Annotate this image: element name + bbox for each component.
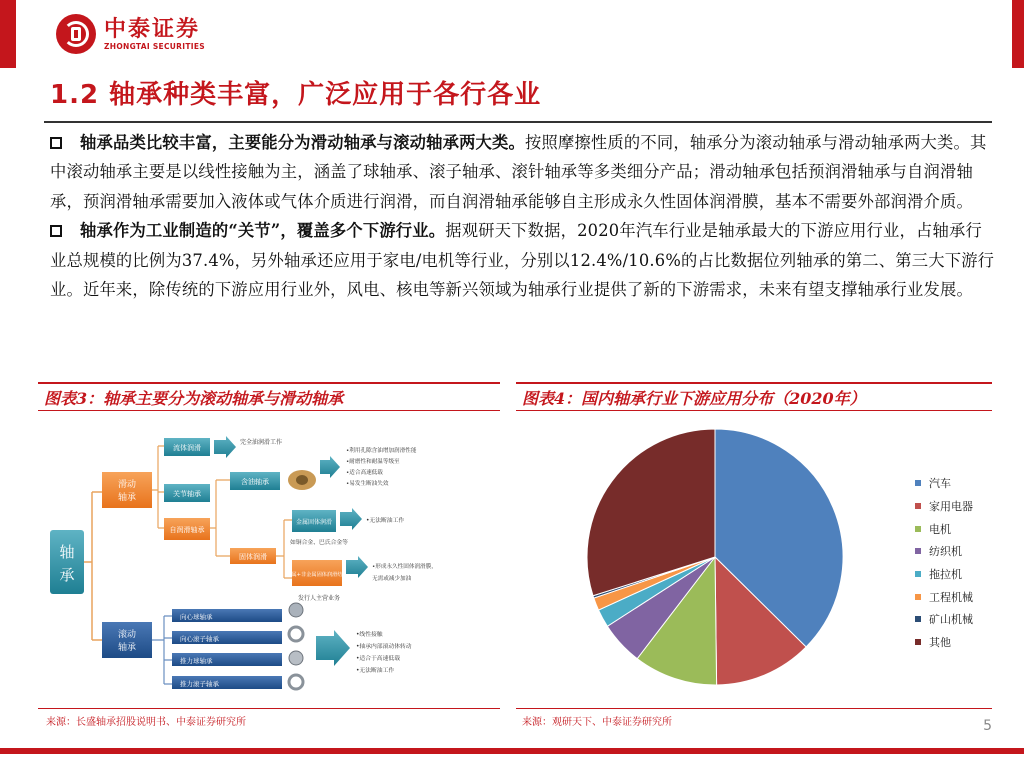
figure3-title: 图表3：轴承主要分为滚动轴承与滑动轴承: [44, 389, 344, 408]
paragraph-2: [50, 216, 995, 304]
legend-item: [915, 540, 973, 563]
rolling-item-1-label: 向心球轴承: [180, 613, 213, 621]
rolling-note-1: •线性接触: [356, 632, 383, 638]
rolling-bracket: [152, 616, 172, 684]
roller-bearing-image: [289, 627, 303, 641]
legend-label: 工程机械: [929, 590, 973, 604]
metal-arrow-icon: [340, 508, 362, 530]
legend-swatch: [915, 480, 921, 486]
figure3-source-rule: [38, 708, 500, 709]
self-lub-label: 自润滑轴承: [169, 526, 205, 534]
root-node: [50, 530, 84, 594]
page-title: 1.2 轴承种类丰富，广泛应用于各行各业: [50, 80, 542, 110]
company-logo: [56, 14, 205, 54]
body-text: [50, 128, 995, 304]
root-label-1: 轴: [59, 543, 75, 561]
header-right-accent: [1012, 0, 1024, 68]
figure4-top-rule: [516, 382, 992, 384]
downstream-pie-chart: [584, 426, 846, 688]
legend-swatch: [915, 571, 921, 577]
logo-en-text: ZHONGTAI SECURITIES: [104, 41, 205, 51]
metal-sub-note: 如铜合金、巴氏合金等: [290, 540, 348, 546]
root-label-2: 承: [59, 566, 75, 584]
legend-item: [915, 631, 973, 654]
bullet-square-icon: [50, 225, 62, 237]
paragraph-2-text: 据观研天下数据，2020年汽车行业是轴承最大的下游应用行业，占轴承行业总规模的比例为37.4%，另外轴承还应用于家电/电机等行业，分别以12.4%/10.6%的占比数据位列轴承的第二、第三大下游行业。近年来，除传统的下游应用行业外，风电、核电等新兴领域为轴承行业提供了新的下游需求，未来有望支撑轴承行业发展。: [50, 221, 995, 300]
legend-item: [915, 517, 973, 540]
rolling-label-1: 滚动: [117, 630, 137, 640]
sliding-label-2: 轴承: [117, 493, 137, 503]
thrust-ball-image: [289, 651, 303, 665]
figure4-source: 来源：观研天下、中泰证券研究所: [522, 717, 672, 728]
legend-swatch: [915, 548, 921, 554]
legend-swatch: [915, 526, 921, 532]
legend-swatch: [915, 503, 921, 509]
sliding-bracket: [152, 446, 164, 528]
fluid-label: 流体润滑: [173, 444, 201, 452]
bearing-classification-diagram: [40, 420, 480, 702]
paragraph-1-lead: 轴承品类比较丰富，主要能分为滑动轴承与滚动轴承两大类。: [80, 133, 525, 152]
figure4-bottom-rule: [516, 410, 992, 411]
metal-note: •无法断油工作: [366, 518, 405, 524]
bullet-square-icon: [50, 137, 62, 149]
figure3-top-rule: [38, 382, 500, 384]
solid-bracket: [276, 520, 292, 578]
oil-note-1: •利用孔隙含油增加润滑性能: [346, 448, 417, 454]
rolling-note-3: •适合于高速低载: [356, 656, 400, 662]
oil-note-2: •耐磨性和耐温等级至: [346, 459, 400, 465]
header-left-accent: [0, 0, 16, 68]
legend-label: 家用电器: [929, 500, 973, 514]
issuer-note: 发行人主营业务: [298, 595, 341, 602]
legend-label: 矿山机械: [929, 613, 973, 627]
legend-swatch: [915, 594, 921, 600]
combo-arrow-icon: [346, 556, 368, 578]
pie-legend: [915, 472, 973, 654]
legend-item: [915, 563, 973, 586]
legend-swatch: [915, 639, 921, 645]
footer-bar: [0, 748, 1024, 754]
fluid-arrow-icon: [214, 436, 236, 458]
legend-item: [915, 585, 973, 608]
oil-note-3: •适合高速低载: [346, 470, 383, 476]
rolling-item-2-label: 向心滚子轴承: [180, 635, 219, 643]
rolling-item-3-label: 推力球轴承: [180, 657, 213, 665]
paragraph-2-lead: 轴承作为工业制造的“关节”，覆盖多个下游行业。: [80, 221, 446, 241]
rolling-label-2: 轴承: [117, 643, 137, 653]
legend-item: [915, 495, 973, 518]
legend-label: 汽车: [929, 477, 951, 491]
legend-label: 拖拉机: [929, 568, 962, 582]
rolling-arrow-icon: [316, 630, 350, 666]
page-number: 5: [983, 718, 992, 734]
combo-note-1: •形成永久性固体润滑膜，: [372, 564, 437, 570]
legend-label: 电机: [929, 522, 951, 536]
metal-solid-label: 金属固体润滑: [295, 519, 333, 526]
paragraph-1-text: 按照摩擦性质的不同，轴承分为滚动轴承与滑动轴承两大类。其中滚动轴承主要是以线性接触为主，涵盖了球轴承、滚子轴承、滚针轴承等多类细分产品；滑动轴承包括预润滑轴承与自润滑轴承，预润滑轴承需要加入液体或气体介质进行润滑，而自润滑轴承能够自主形成永久性固体润滑膜，基本不需要外部润滑介质。: [50, 133, 987, 211]
sliding-label-1: 滑动: [117, 480, 137, 490]
rolling-note-4: •无法断油工作: [356, 668, 395, 674]
oil-arrow-icon: [320, 456, 340, 478]
thrust-roller-image: [289, 675, 303, 689]
logo-cn-text: 中泰证券: [104, 16, 201, 42]
legend-label: 其他: [929, 636, 951, 650]
figure4-title: 图表4：国内轴承行业下游应用分布（2020年）: [522, 389, 866, 408]
logo-mark-icon: [56, 14, 96, 54]
joint-label: 关节轴承: [173, 490, 201, 498]
root-bracket: [84, 492, 102, 640]
legend-item: [915, 608, 973, 631]
title-divider: [44, 121, 992, 123]
rolling-note-2: •轴承内部滚动体转动: [356, 644, 412, 650]
legend-item: [915, 472, 973, 495]
combo-note-2: 无需或减少加油: [372, 576, 412, 582]
figure3-bottom-rule: [38, 410, 500, 411]
fluid-note: 完全油润滑工作: [240, 439, 283, 446]
legend-label: 纺织机: [929, 545, 962, 559]
ball-bearing-image: [289, 603, 303, 617]
oil-bearing-label: 含油轴承: [241, 478, 269, 486]
solid-label: 固体润滑: [239, 553, 267, 561]
figure4-source-rule: [516, 708, 992, 709]
oil-bearing-hole: [296, 475, 308, 485]
paragraph-1: [50, 128, 995, 216]
figure3-source: 来源：长盛轴承招股说明书、中泰证券研究所: [46, 717, 246, 728]
combo-label: 金属+非金属固体润滑结合: [286, 572, 348, 578]
rolling-item-4-label: 推力滚子轴承: [180, 680, 219, 688]
self-lub-bracket: [210, 480, 230, 556]
oil-note-4: •易发生断油失效: [346, 481, 389, 487]
legend-swatch: [915, 616, 921, 622]
